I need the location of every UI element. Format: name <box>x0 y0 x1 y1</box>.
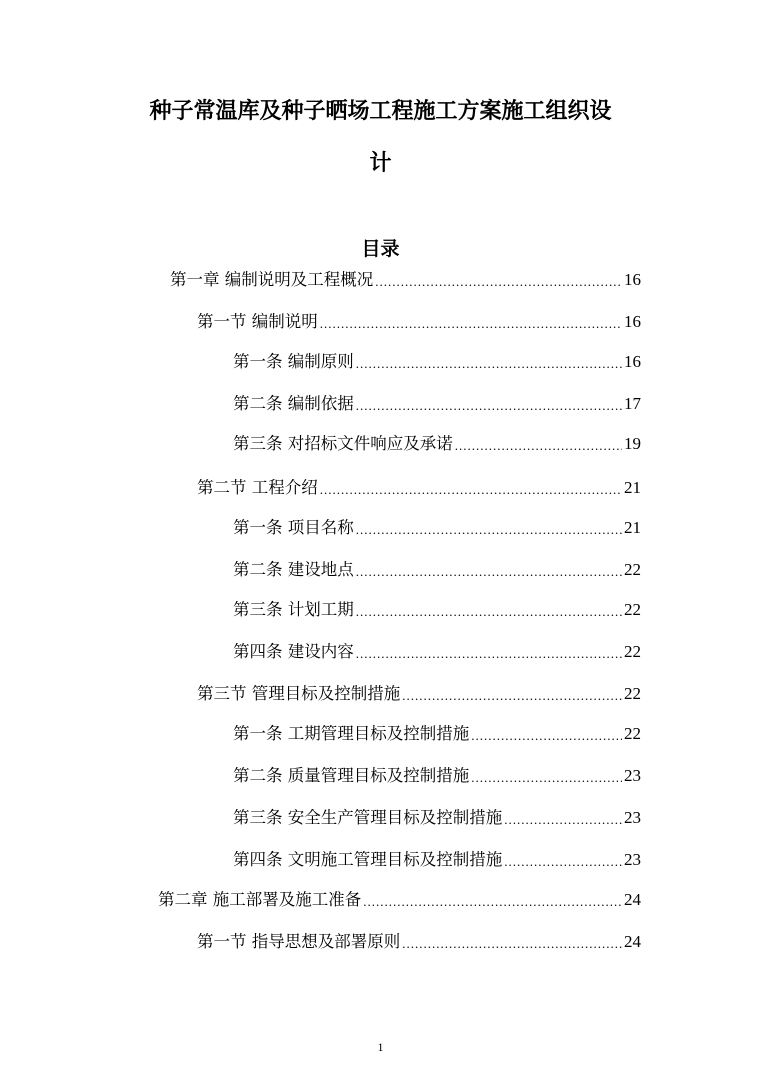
dot-leader <box>356 562 622 582</box>
toc-entry-page: 22 <box>624 642 641 661</box>
toc-entry-label: 第二节 工程介绍 <box>197 478 318 497</box>
toc-entry-label: 第一条 编制原则 <box>233 352 354 371</box>
toc-entry[interactable] <box>170 268 641 292</box>
dot-leader <box>402 934 622 954</box>
toc-entry-page: 21 <box>624 478 641 497</box>
toc-entry-label: 第一章 编制说明及工程概况 <box>170 270 374 289</box>
toc-entry-label: 第二条 编制依据 <box>233 394 354 413</box>
toc-entry-page: 16 <box>624 352 641 371</box>
toc-entry[interactable] <box>233 806 641 830</box>
dot-leader <box>320 314 622 334</box>
toc-entry-page: 19 <box>624 434 641 453</box>
toc-entry-label: 第一节 指导思想及部署原则 <box>197 932 401 951</box>
toc-entry-label: 第四条 文明施工管理目标及控制措施 <box>233 850 503 869</box>
dot-leader <box>356 354 622 374</box>
dot-leader <box>375 272 622 292</box>
toc-entry[interactable] <box>158 888 641 912</box>
dot-leader <box>356 520 622 540</box>
dot-leader <box>471 768 622 788</box>
dot-leader <box>504 852 622 872</box>
dot-leader <box>363 892 622 912</box>
toc-entry-page: 21 <box>624 518 641 537</box>
toc-entry-label: 第三条 安全生产管理目标及控制措施 <box>233 808 503 827</box>
toc-entry[interactable] <box>233 598 641 622</box>
toc-entry[interactable] <box>233 432 641 456</box>
dot-leader <box>356 396 622 416</box>
toc-entry[interactable] <box>197 682 641 706</box>
toc-entry[interactable] <box>197 930 641 954</box>
document-title: 种子常温库及种子晒场工程施工方案施工组织设 <box>149 99 612 124</box>
toc-entry-label: 第四条 建设内容 <box>233 642 354 661</box>
toc-entry-label: 第二章 施工部署及施工准备 <box>158 890 362 909</box>
toc-entry[interactable] <box>233 764 641 788</box>
toc-entry-page: 24 <box>624 932 641 951</box>
toc-entry-label: 第三条 对招标文件响应及承诺 <box>233 434 453 453</box>
toc-entry-page: 23 <box>624 766 641 785</box>
toc-entry[interactable] <box>197 476 641 500</box>
toc-entry-label: 第二条 质量管理目标及控制措施 <box>233 766 470 785</box>
toc-entry-page: 17 <box>624 394 641 413</box>
toc-entry-page: 24 <box>624 890 641 909</box>
dot-leader <box>356 602 622 622</box>
toc-entry-label: 第一条 工期管理目标及控制措施 <box>233 724 470 743</box>
toc-entry-label: 第一节 编制说明 <box>197 312 318 331</box>
dot-leader <box>455 436 622 456</box>
toc-entry[interactable] <box>233 516 641 540</box>
toc-entry-page: 22 <box>624 560 641 579</box>
toc-entry-label: 第一条 项目名称 <box>233 518 354 537</box>
toc-entry-label: 第二条 建设地点 <box>233 560 354 579</box>
dot-leader <box>402 686 622 706</box>
toc-entry-page: 22 <box>624 600 641 619</box>
toc-entry[interactable] <box>233 848 641 872</box>
dot-leader <box>320 480 622 500</box>
toc-entry-page: 22 <box>624 724 641 743</box>
toc-entry-page: 23 <box>624 808 641 827</box>
document-title-continued: 计 <box>369 151 392 176</box>
dot-leader <box>356 644 622 664</box>
toc-entry-label: 第三条 计划工期 <box>233 600 354 619</box>
toc-entry[interactable] <box>233 640 641 664</box>
toc-entry[interactable] <box>233 350 641 374</box>
dot-leader <box>471 726 622 746</box>
dot-leader <box>504 810 622 830</box>
toc-entry-page: 16 <box>624 312 641 331</box>
toc-entry[interactable] <box>197 310 641 334</box>
toc-entry[interactable] <box>233 558 641 582</box>
toc-entry-page: 23 <box>624 850 641 869</box>
toc-entry-page: 22 <box>624 684 641 703</box>
page-number: 1 <box>377 1040 384 1054</box>
toc-heading: 目录 <box>361 238 400 260</box>
toc-entry[interactable] <box>233 722 641 746</box>
toc-entry[interactable] <box>233 392 641 416</box>
toc-entry-label: 第三节 管理目标及控制措施 <box>197 684 401 703</box>
toc-entry-page: 16 <box>624 270 641 289</box>
